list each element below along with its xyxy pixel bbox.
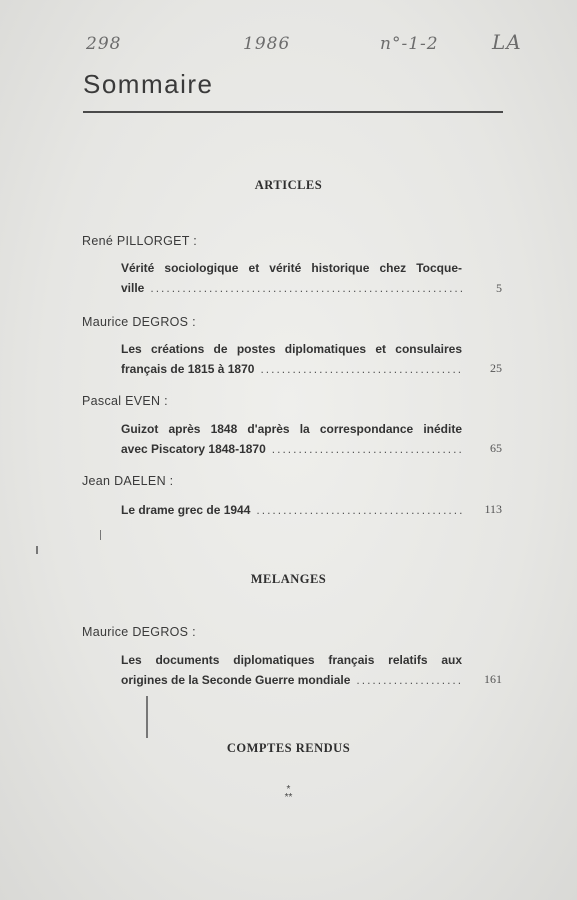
entry-author: Pascal EVEN : — [82, 394, 168, 408]
dot-leader — [150, 278, 462, 298]
entry-title-text: origines de la Seconde Guerre mondiale — [121, 673, 351, 687]
entry-author: Maurice DEGROS : — [82, 625, 196, 639]
entry-author: René PILLORGET : — [82, 234, 198, 248]
ornament-star-top: * — [286, 784, 291, 795]
entry-title-line: Guizot après 1848 d'après la correspondance inédite — [121, 422, 462, 436]
entry-title — [121, 650, 462, 690]
section-heading-articles: ARTICLES — [254, 178, 323, 192]
entry-title-line — [121, 670, 462, 690]
handwritten-note: n°-1-2 — [380, 34, 439, 54]
entry-page-number: 25 — [490, 361, 502, 375]
entry-title — [121, 500, 462, 520]
entry-page-number: 65 — [490, 441, 502, 455]
entry-title-text: avec Piscatory 1848-1870 — [121, 442, 266, 456]
entry-title-text: Le drame grec de 1944 — [121, 503, 251, 517]
entry-page-number: 161 — [484, 672, 502, 686]
entry-title-text: français de 1815 à 1870 — [121, 362, 255, 376]
section-heading-melanges: MELANGES — [250, 572, 327, 586]
dot-leader — [256, 500, 462, 520]
handwritten-note: 298 — [86, 34, 122, 54]
entry-title-line: Les documents diplomatiques français relatifs aux — [121, 653, 462, 667]
entry-title-text: ville — [121, 281, 145, 295]
handwritten-note: 1986 — [243, 34, 291, 54]
pen-mark — [100, 530, 101, 540]
entry-title — [121, 258, 462, 298]
entry-title — [121, 419, 462, 459]
entry-title-line: Vérité sociologique et vérité historique chez Tocque- — [121, 261, 462, 275]
dot-leader — [272, 439, 462, 459]
entry-author: Maurice DEGROS : — [82, 315, 196, 329]
pen-mark — [36, 546, 38, 554]
entry-title — [121, 339, 462, 379]
page-title: Sommaire — [83, 69, 214, 99]
entry-title-line: Les créations de postes diplomatiques et consulaires — [121, 342, 462, 356]
handwritten-note: LA — [492, 30, 522, 54]
entry-title-line — [121, 439, 462, 459]
section-heading-comptes-rendus: COMPTES RENDUS — [226, 741, 351, 755]
entry-page-number: 5 — [496, 281, 502, 295]
entry-title-line — [121, 359, 462, 379]
entry-title-line — [121, 278, 462, 298]
entry-page-number: 113 — [484, 502, 502, 516]
pen-mark — [146, 696, 148, 738]
dot-leader — [356, 670, 462, 690]
dot-leader — [260, 359, 462, 379]
title-rule — [83, 111, 503, 113]
entry-title-line — [121, 500, 462, 520]
entry-author: Jean DAELEN : — [82, 474, 174, 488]
ornament-star-bottom: ** — [284, 792, 293, 803]
